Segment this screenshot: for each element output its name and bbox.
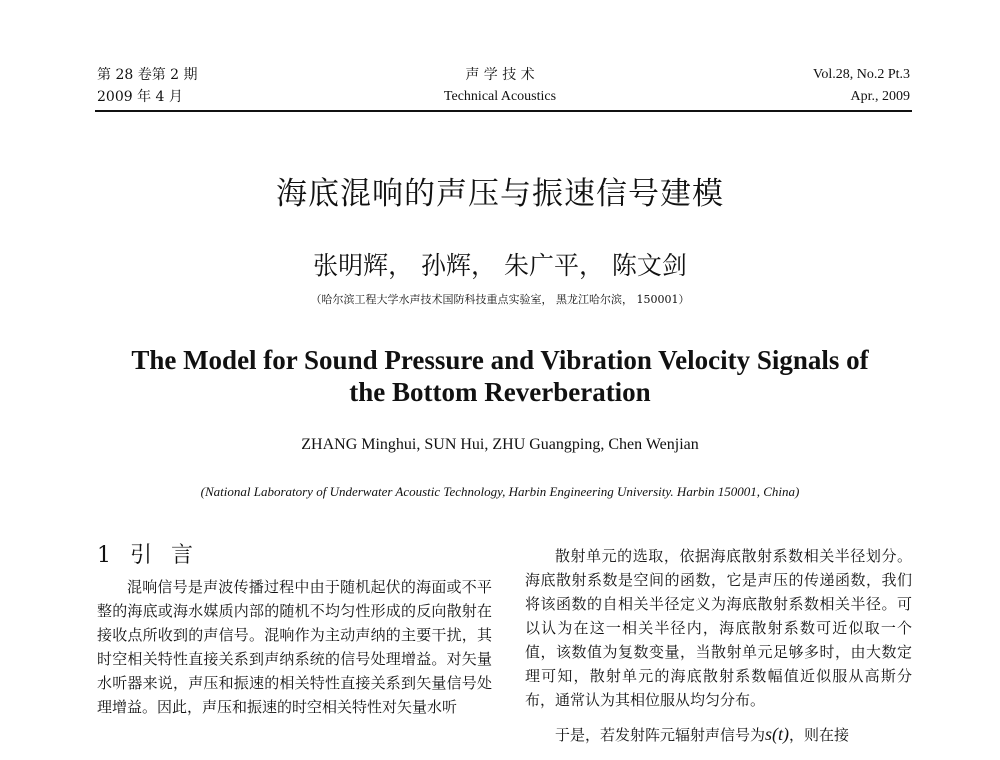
volume-cn: 第 28 卷第 2 期 [97, 67, 198, 83]
title-en: The Model for Sound Pressure and Vibration Velocity Signals of the Bottom Reverberation [131, 345, 869, 407]
header-rule [95, 110, 912, 112]
title-cn: 海底混响的声压与振速信号建模 [276, 176, 724, 212]
authors-cn: 张明辉， 孙辉， 朱广平， 陈文剑 [313, 251, 687, 280]
right-paragraph-2-start: 于是，若发射阵元辐射声信号为 [555, 726, 766, 744]
date-cn: 2009 年 4 月 [97, 89, 183, 105]
right-paragraph-2-end: ，则在接 [789, 726, 850, 744]
volume-en: Vol.28, No.2 Pt.3 [813, 67, 910, 82]
journal-issue-en [813, 64, 910, 108]
right-column [525, 544, 912, 747]
signal-symbol: s(t) [765, 724, 790, 744]
introduction-paragraph: 混响信号是声波传播过程中由于随机起伏的海面或不平整的海底或海水媒质内部的随机不均匀性形成的反向散射在接收点所收到的声信号。混响作为主动声纳的主要干扰，其时空相关特性直接关系到声纳系统的信号处理增益。对矢量水听器来说，声压和振速的相关特性直接关系到矢量信号处理增益。因此，声压和振速的时空相关特性对矢量水听 [97, 578, 492, 716]
journal-name-cn: 声 学 技 术 [465, 67, 535, 83]
affiliation-en: (National Laboratory of Underwater Acoustic Technology, Harbin Engineering University. Harbin 150001, China) [200, 484, 800, 499]
right-paragraph-1: 散射单元的选取，依据海底散射系数相关半径划分。海底散射系数是空间的函数，它是声压的传递函数，我们将该函数的自相关半径定义为海底散射系数相关半径。可以认为在这一相关半径内，海底散射系数可近似取一个值，该数值为复数变量，当散射单元足够多时，由大数定理可知，散射单元的海底散射系数幅值近似服从高斯分布，通常认为其相位服从均匀分布。 [525, 547, 912, 709]
date-en: Apr., 2009 [850, 89, 910, 104]
authors-en: ZHANG Minghui, SUN Hui, ZHU Guangping, Chen Wenjian [301, 436, 699, 453]
section-heading-introduction: 1 引 言 [97, 543, 199, 568]
affiliation-cn: （哈尔滨工程大学水声技术国防科技重点实验室， 黑龙江哈尔滨， 150001） [310, 293, 690, 306]
right-paragraph-2 [525, 722, 912, 747]
left-column [97, 538, 492, 719]
journal-name-en: Technical Acoustics [443, 89, 557, 104]
